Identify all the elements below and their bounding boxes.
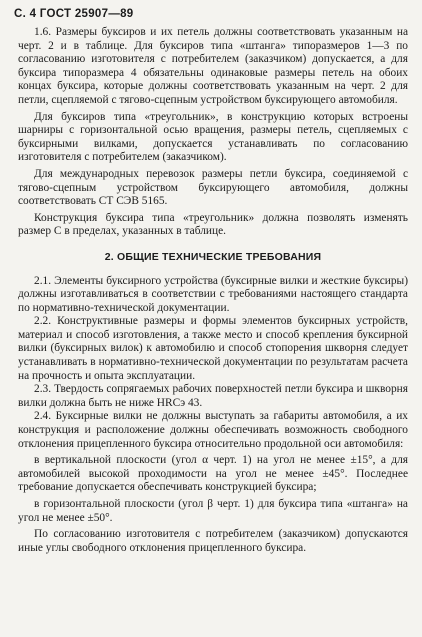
paragraph: Для буксиров типа «треугольник», в конструкцию которых встроены шарниры с горизонтальной осью вращения, размеры петель, сцепляемых с буксирными вилками, допускается устанавливать по согласованию изготовителя с потребителем (заказчиком). bbox=[18, 110, 408, 164]
paragraph: в вертикальной плоскости (угол α черт. 1) на угол не менее ±15°, а для автомобилей высокой проходимости на угол не менее ±45°. Последнее требование допускается обеспечивать конструкцией буксира; bbox=[18, 454, 408, 494]
paragraph: 2.4. Буксирные вилки не должны выступать за габариты автомобиля, а их конструкция и расположение должны обеспечивать возможность свободного отклонения прицепленного буксира относительно продольной оси автомобиля: bbox=[18, 410, 408, 450]
paragraph: в горизонтальной плоскости (угол β черт. 1) для буксира типа «штанга» на угол не менее ±50°. bbox=[18, 498, 408, 524]
section-heading: 2. ОБЩИЕ ТЕХНИЧЕСКИЕ ТРЕБОВАНИЯ bbox=[104, 250, 322, 263]
paragraph: По согласованию изготовителя с потребителем (заказчиком) допускаются иные углы свободного отклонения прицепленного буксира. bbox=[18, 528, 408, 554]
paragraph: 2.1. Элементы буксирного устройства (буксирные вилки и жесткие буксиры) должны изготавливаться в соответствии с требованиями настоящего стандарта по нормативно-технической документации. bbox=[18, 274, 408, 314]
paragraph: Для международных перевозок размеры петли буксира, соединяемой с тягово-сцепным устройством буксирующего автомобиля, должны соответствовать СТ СЭВ 5165. bbox=[18, 167, 408, 208]
page-header: С. 4 ГОСТ 25907—89 bbox=[14, 8, 134, 20]
page-content bbox=[18, 26, 408, 555]
paragraph: 2.3. Твердость сопрягаемых рабочих поверхностей петли буксира и шкворня вилки должна быть не ниже HRCэ 43. bbox=[18, 383, 408, 409]
paragraph: Конструкция буксира типа «треугольник» должна позволять изменять размер C в пределах, указанных в таблице. bbox=[18, 211, 408, 238]
paragraph: 1.6. Размеры буксиров и их петель должны соответствовать указанным на черт. 2 и в таблице. Для буксиров типа «штанга» типоразмеров 1—3 по согласованию изготовителя с потребителем (заказчиком) допускается, а для буксира типоразмера 4 обязательны одинаковые размеры петель на обоих концах буксира, которые должны соответствовать указанным на черт. 2 для петли, сцепляемой с тягово-сцепным устройством буксирующего автомобиля. bbox=[18, 26, 408, 106]
paragraph: 2.2. Конструктивные размеры и формы элементов буксирных устройств, материал и способ изготовления, а также место и способ крепления буксирной вилки (буксирных вилок) к автомобилю и способ стопорения шкворня следует устанавливать в нормативно-технической документации по результатам расчета на прочность и опыта эксплуатации. bbox=[18, 315, 408, 382]
